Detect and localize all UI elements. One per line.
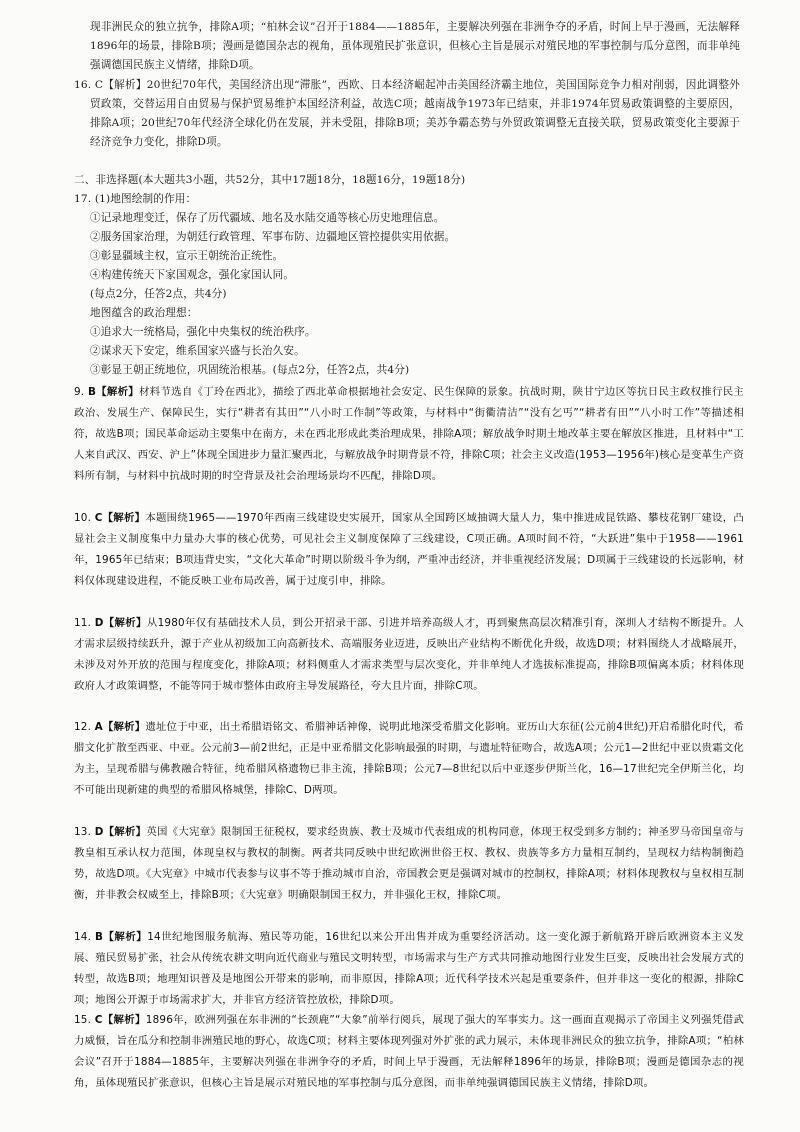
- q17-subheading: 地图蕴含的政治理想：: [90, 307, 198, 319]
- explanation-text: 材料节选自《丁玲在西北》，描绘了西北革命根据地社会安定、民生保障的景象。抗战时期，陕甘宁边区等抗日民主政权推行民主政治、发展生产、保障民生，实行“耕者有其田”“八小时工作制”等政策，与材料中“街衢清洁”“没有乞丐”“耕者有田”“八小时工作”等描述相符，故选B项；国民革命运动主要集中在南方，未在西北形成此类治理成果，排除A项；解放战争时期土地改革主要在解放区推进，且材料中“工人来自武汉、西安、沪上”体现全国进步力量汇聚西北，与解放战争时期背景不符，排除C项；社会主义改造(1953—1956年)核心是变革生产资料所有制，与材料中抗战时期的时空背景及社会治理场景均不匹配，排除D项。: [74, 386, 744, 482]
- explanation-text: 从1980年仅有基础技术人员，到公开招录干部、引进并培养高级人才，再到聚焦高层次精准引育，深圳人才结构不断提升。人才需求层级持续跃升，源于产业从初级加工向高新技术、高端服务业迈进，反映出产业结构不断优化升级，故选D项；材料围绕人才战略展开，未涉及对外开放的范围与程度变化，排除A项；材料侧重人才需求类型与层次变化，并非单纯人才选拔标准提高，排除B项偏离本质；材料体现政府人才政策调整，不能等同于城市整体由政府主导发展路径，夸大且片面，排除C项。: [74, 617, 744, 692]
- q17-item: ③彰显王朝正统地位，巩固统治根基。(每点2分，任答2点，共4分): [90, 364, 410, 376]
- q17-scoring-note: (每点2分，任答2点，共4分): [90, 288, 227, 300]
- answer-tag: B【解析】: [94, 931, 148, 943]
- handwritten-answer-10: [74, 508, 744, 592]
- answer-tag: C【解析】: [94, 512, 146, 524]
- question-number: 12.: [74, 721, 92, 733]
- q17-item: ④构建传统天下家国观念，强化家国认同。: [90, 269, 295, 281]
- explanation-text: 英国《大宪章》限制国王征税权，要求经贵族、教士及城市代表组成的机构同意，体现王权受到多方制约；神圣罗马帝国皇帝与教皇相互承认权力范围，体现皇权与教权的制衡。两者共同反映中世纪欧洲世俗王权、教权、贵族等多方力量相互制约，呈现权力结构制衡趋势，故选D项。《大宪章》中城市代表参与议事不等于推动城市自治，帝国教会更是强调对城市的控制权，排除A项；材料体现教权与皇权相互制衡，并非教会权威至上，排除B项；《大宪章》明确限制国王权力，并非强化王权，排除C项。: [74, 826, 744, 901]
- q17-item: ①追求大一统格局，强化中央集权的统治秩序。: [90, 326, 316, 338]
- explanation-text: 14世纪地图服务航海、殖民等功能，16世纪以来公开出售并成为重要经济活动。这一变化源于新航路开辟后欧洲资本主义发展、殖民贸易扩张，社会从传统农耕文明向近代商业与殖民文明转型，市场需求与生产方式共同推动地图行业发生巨变，反映出社会发展方式的转型，故选B项；地理知识普及是地图公开带来的影响，而非原因，排除A项；近代科学技术兴起是重要条件，但并非这一变化的根源，排除C项；地图公开源于市场需求扩大，并非官方经济管控放松，排除D项。: [74, 931, 744, 1006]
- question-number: 11.: [74, 617, 92, 629]
- question-number: 14.: [74, 931, 92, 943]
- handwritten-answer-13: [74, 822, 744, 906]
- answer-tag: B【解析】: [87, 386, 140, 398]
- explanation-text: 1896年，欧洲列强在东非洲的“长颈鹿”“大象”前举行阅兵，展现了强大的军事实力。这一画面直观揭示了帝国主义列强凭借武力威慑，旨在瓜分和控制非洲殖民地的野心，故选C项；材料主要体现列强对外扩张的武力展示，未体现非洲民众的独立抗争，排除A项；“柏林会议”召开于1884—1885年，主要解决列强在非洲争夺的矛盾，时间上早于漫画，无法解释1896年的场景，排除B项；漫画是德国杂志的视角，虽体现殖民扩张意识，但核心主旨是展示对殖民地的军事控制与瓜分意图，而非单纯强调德国民族主义情绪，排除D项。: [74, 1014, 744, 1089]
- q17-item: ①记录地理变迁，保存了历代疆域、地名及水陆交通等核心历史地理信息。: [90, 212, 445, 224]
- question-number: 15.: [74, 1014, 92, 1026]
- handwritten-answer-12: [74, 717, 744, 801]
- question-number: 10.: [74, 512, 92, 524]
- section-2-heading: 二、非选择题(本大题共3小题，共52分，其中17题18分，18题16分，19题18分): [74, 174, 466, 186]
- q17-item: ②服务国家治理，为朝廷行政管理、军事布防、边疆地区管控提供实用依据。: [90, 231, 456, 243]
- question-number: 13.: [74, 826, 92, 838]
- q17-item: ③彰显疆域主权，宣示王朝统治正统性。: [90, 250, 284, 262]
- q17-title: 17. (1)地图绘制的作用：: [74, 193, 197, 205]
- explanation-text: 本题围绕1965——1970年西南三线建设史实展开，国家从全国跨区域抽调大量人力，集中推进成昆铁路、攀枝花钢厂建设，凸显社会主义制度集中力量办大事的核心优势，可见社会主义制度保障了三线建设，C项正确。A项时间不符，“大跃进”集中于1958——1961年，1965年已结束；B项违背史实，“文化大革命”时期以阶级斗争为纲，严重冲击经济，并非重视经济发展；D项属于三线建设的长远影响，材料仅体现建设进程，不能反映工业布局改善，属于过度引申，排除。: [74, 512, 744, 587]
- q15-tail-paragraph: 现非洲民众的独立抗争，排除A项；“柏林会议”召开于1884——1885年，主要解决列强在非洲争夺的矛盾，时间上早于漫画，无法解释1896年的场景，排除B项；漫画是德国杂志的视角，虽体现殖民扩张意识，但核心主旨是展示对殖民地的军事控制与瓜分意图，而非单纯强调德国民族主义情绪，排除D项。: [90, 21, 740, 71]
- answer-tag: C【解析】: [94, 1014, 146, 1026]
- question-number: 9.: [74, 386, 85, 398]
- handwritten-answer-9: [74, 382, 744, 487]
- explanation-text: 遗址位于中亚，出土希腊语铭文、希腊神话神像，说明此地深受希腊文化影响。亚历山大东征(公元前4世纪)开启希腊化时代，希腊文化扩散至西亚、中亚。公元前3—前2世纪，正是中亚希腊文化影响最强的时期，与遗址特征吻合，故选A项；公元1—2世纪中亚以贵霜文化为主，呈现希腊与佛教融合特征，纯希腊风格遗物已非主流，排除B项；公元7—8世纪以后中亚逐步伊斯兰化，16—17世纪完全伊斯兰化，均不可能出现新建的典型的希腊风格城堡，排除C、D两项。: [74, 721, 745, 796]
- handwritten-answer-15: [74, 1010, 744, 1094]
- answer-tag: D【解析】: [94, 826, 147, 838]
- answer-tag: D【解析】: [94, 617, 147, 629]
- answer-tag: A【解析】: [94, 721, 146, 733]
- q16-paragraph: 16. C【解析】20世纪70年代，美国经济出现“滞胀”，西欧、日本经济崛起冲击美国经济霸主地位，美国国际竞争力相对削弱，因此调整外贸政策，交替运用自由贸易与保护贸易维护本国经济利益，故选C项；越南战争1973年已结束，并非1974年贸易政策调整的主要原因，排除A项；20世纪70年代经济全球化仍在发展，并未受阻，排除B项；美苏争霸态势与外贸政策调整无直接关联，贸易政策变化主要源于经济竞争力变化，排除D项。: [74, 79, 740, 148]
- handwritten-answer-11: [74, 613, 744, 697]
- handwritten-answer-14: [74, 927, 744, 1011]
- q17-item: ②谋求天下安定，维系国家兴盛与长治久安。: [90, 345, 305, 357]
